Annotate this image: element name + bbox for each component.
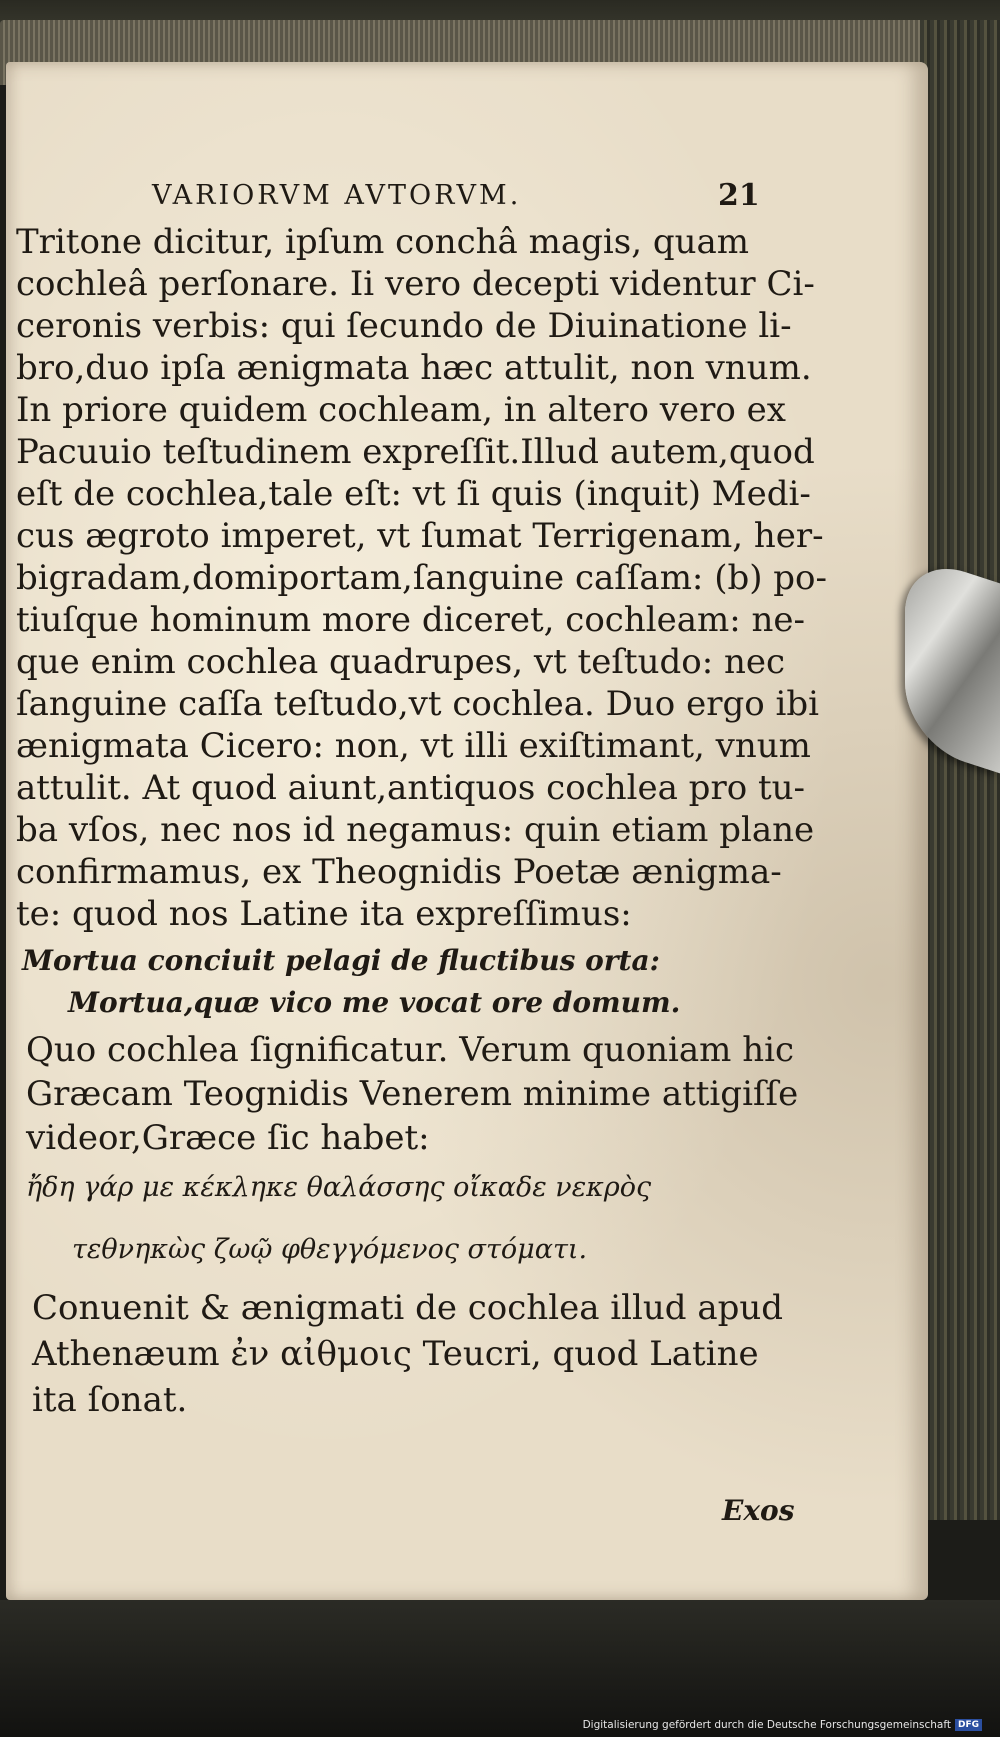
text-line: videor,Græce ſic habet: [26, 1118, 430, 1158]
text-line: ba vſos, nec nos id negamus: quin etiam plane [16, 810, 815, 850]
text-line: ſanguine caſſa teſtudo,vt cochlea. Duo ergo ibi [16, 684, 820, 724]
text-line: te: quod nos Latine ita expreſſimus: [16, 894, 632, 934]
text-line: ceronis verbis: qui ſecundo de Diuinatione li- [16, 306, 792, 346]
page-number: 21 [718, 178, 760, 213]
verse-line: Mortua conciuit pelagi de fluctibus orta: [22, 944, 660, 977]
greek-verse-line: ἤδη γάρ με κέκληκε θαλάσσης οἴκαδε νεκρὸς [26, 1172, 652, 1203]
text-line: eſt de cochlea,tale eſt: vt ſi quis (inquit) Medi- [16, 474, 811, 514]
greek-verse-line: τεθνηκὼς ζωῷ φθεγγόμενος στόματι. [72, 1234, 588, 1265]
text-line: cus ægroto imperet, vt ſumat Terrigenam, her- [16, 516, 824, 556]
text-line: Athenæum ἐν αἰθμοις Teucri, quod Latine [32, 1334, 759, 1374]
text-line: confirmamus, ex Theognidis Poetæ ænigma- [16, 852, 782, 892]
running-header: VARIORVM AVTORVM. [152, 180, 522, 211]
text-line: attulit. At quod aiunt,antiquos cochlea pro tu- [16, 768, 806, 808]
text-line: bro,duo ipſa ænigmata hæc attulit, non vnum. [16, 348, 812, 388]
text-line: In priore quidem cochleam, in altero vero ex [16, 390, 786, 430]
book-fore-edge [920, 20, 1000, 1520]
text-line: ita ſonat. [32, 1380, 188, 1420]
text-line: Conuenit & ænigmati de cochlea illud apud [32, 1288, 784, 1328]
book-page [6, 62, 928, 1600]
dark-background-bottom [0, 1600, 1000, 1737]
verse-line: Mortua,quæ vico me vocat ore domum. [68, 986, 681, 1019]
text-line: tiuſque hominum more diceret, cochleam: ne- [16, 600, 806, 640]
digitization-credit [583, 1719, 982, 1731]
text-line: Pacuuio teſtudinem expreſſit.Illud autem,quod [16, 432, 815, 472]
catchword: Exos [722, 1494, 795, 1527]
text-line: bigradam,domiportam,ſanguine caſſam: (b) po- [16, 558, 828, 598]
text-line: Tritone dicitur, ipſum conchâ magis, quam [16, 222, 749, 262]
credit-text: Digitalisierung gefördert durch die Deutsche Forschungsgemeinschaft [582, 1719, 951, 1731]
text-line: cochleâ perſonare. Ii vero decepti videntur Ci- [16, 264, 815, 304]
text-line: ænigmata Cicero: non, vt illi exiſtimant, vnum [16, 726, 811, 766]
dfg-logo: DFG [955, 1719, 982, 1731]
text-line: Græcam Teognidis Venerem minime attigiſſe [26, 1074, 799, 1114]
text-line: que enim cochlea quadrupes, vt teſtudo: nec [16, 642, 786, 682]
text-line: Quo cochlea ſignificatur. Verum quoniam hic [26, 1030, 795, 1070]
